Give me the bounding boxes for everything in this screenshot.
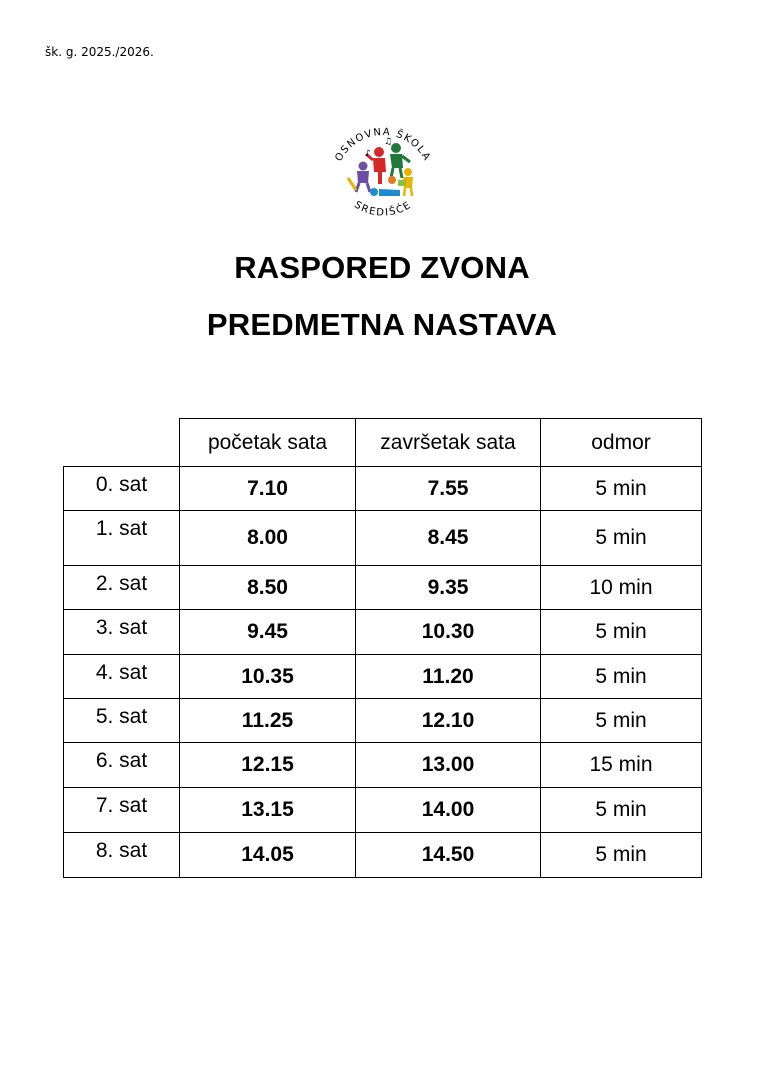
break-duration: 5 min <box>541 699 702 743</box>
period-label: 7. sat <box>64 788 180 833</box>
school-year: šk. g. 2025./2026. <box>45 45 154 59</box>
school-logo <box>322 120 444 228</box>
break-duration: 5 min <box>541 833 702 878</box>
start-time: 8.50 <box>180 566 356 610</box>
end-time: 7.55 <box>356 467 541 511</box>
end-time: 14.00 <box>356 788 541 833</box>
period-label: 4. sat <box>64 655 180 699</box>
break-duration: 15 min <box>541 743 702 788</box>
music-note-icon: ♫ <box>384 137 393 147</box>
table-row <box>64 833 702 878</box>
table-row <box>64 699 702 743</box>
end-time: 10.30 <box>356 610 541 655</box>
period-label: 0. sat <box>64 467 180 511</box>
table-row <box>64 788 702 833</box>
period-label: 2. sat <box>64 566 180 610</box>
break-duration: 5 min <box>541 655 702 699</box>
start-time: 12.15 <box>180 743 356 788</box>
logo-text-bottom: SREDIŠĆE <box>352 199 414 219</box>
break-duration: 10 min <box>541 566 702 610</box>
table-row <box>64 511 702 566</box>
music-note-icon: ♪ <box>365 149 371 159</box>
end-time: 8.45 <box>356 511 541 566</box>
table-header-row <box>64 419 702 467</box>
table-row <box>64 655 702 699</box>
table-row <box>64 566 702 610</box>
logo-text-top: OSNOVNA ŠKOLA <box>333 126 433 164</box>
ball-icon <box>388 176 396 184</box>
header-start: početak sata <box>180 419 356 467</box>
break-duration: 5 min <box>541 788 702 833</box>
title-line-1: RASPORED ZVONA <box>234 250 530 285</box>
start-time: 10.35 <box>180 655 356 699</box>
period-label: 3. sat <box>64 610 180 655</box>
period-label: 5. sat <box>64 699 180 743</box>
table-row <box>64 610 702 655</box>
period-label: 8. sat <box>64 833 180 878</box>
end-time: 14.50 <box>356 833 541 878</box>
bell-schedule-table <box>63 418 702 878</box>
header-end: završetak sata <box>356 419 541 467</box>
start-time: 13.15 <box>180 788 356 833</box>
table-row <box>64 743 702 788</box>
period-label: 6. sat <box>64 743 180 788</box>
start-time: 11.25 <box>180 699 356 743</box>
end-time: 12.10 <box>356 699 541 743</box>
header-break: odmor <box>541 419 702 467</box>
start-time: 7.10 <box>180 467 356 511</box>
start-time: 9.45 <box>180 610 356 655</box>
end-time: 13.00 <box>356 743 541 788</box>
break-duration: 5 min <box>541 610 702 655</box>
book-icon <box>398 180 406 186</box>
table-row <box>64 467 702 511</box>
break-duration: 5 min <box>541 467 702 511</box>
break-duration: 5 min <box>541 511 702 566</box>
start-time: 8.00 <box>180 511 356 566</box>
period-label: 1. sat <box>64 511 180 566</box>
header-blank-cell <box>64 419 180 467</box>
title-line-2: PREDMETNA NASTAVA <box>206 307 558 342</box>
start-time: 14.05 <box>180 833 356 878</box>
end-time: 9.35 <box>356 566 541 610</box>
end-time: 11.20 <box>356 655 541 699</box>
